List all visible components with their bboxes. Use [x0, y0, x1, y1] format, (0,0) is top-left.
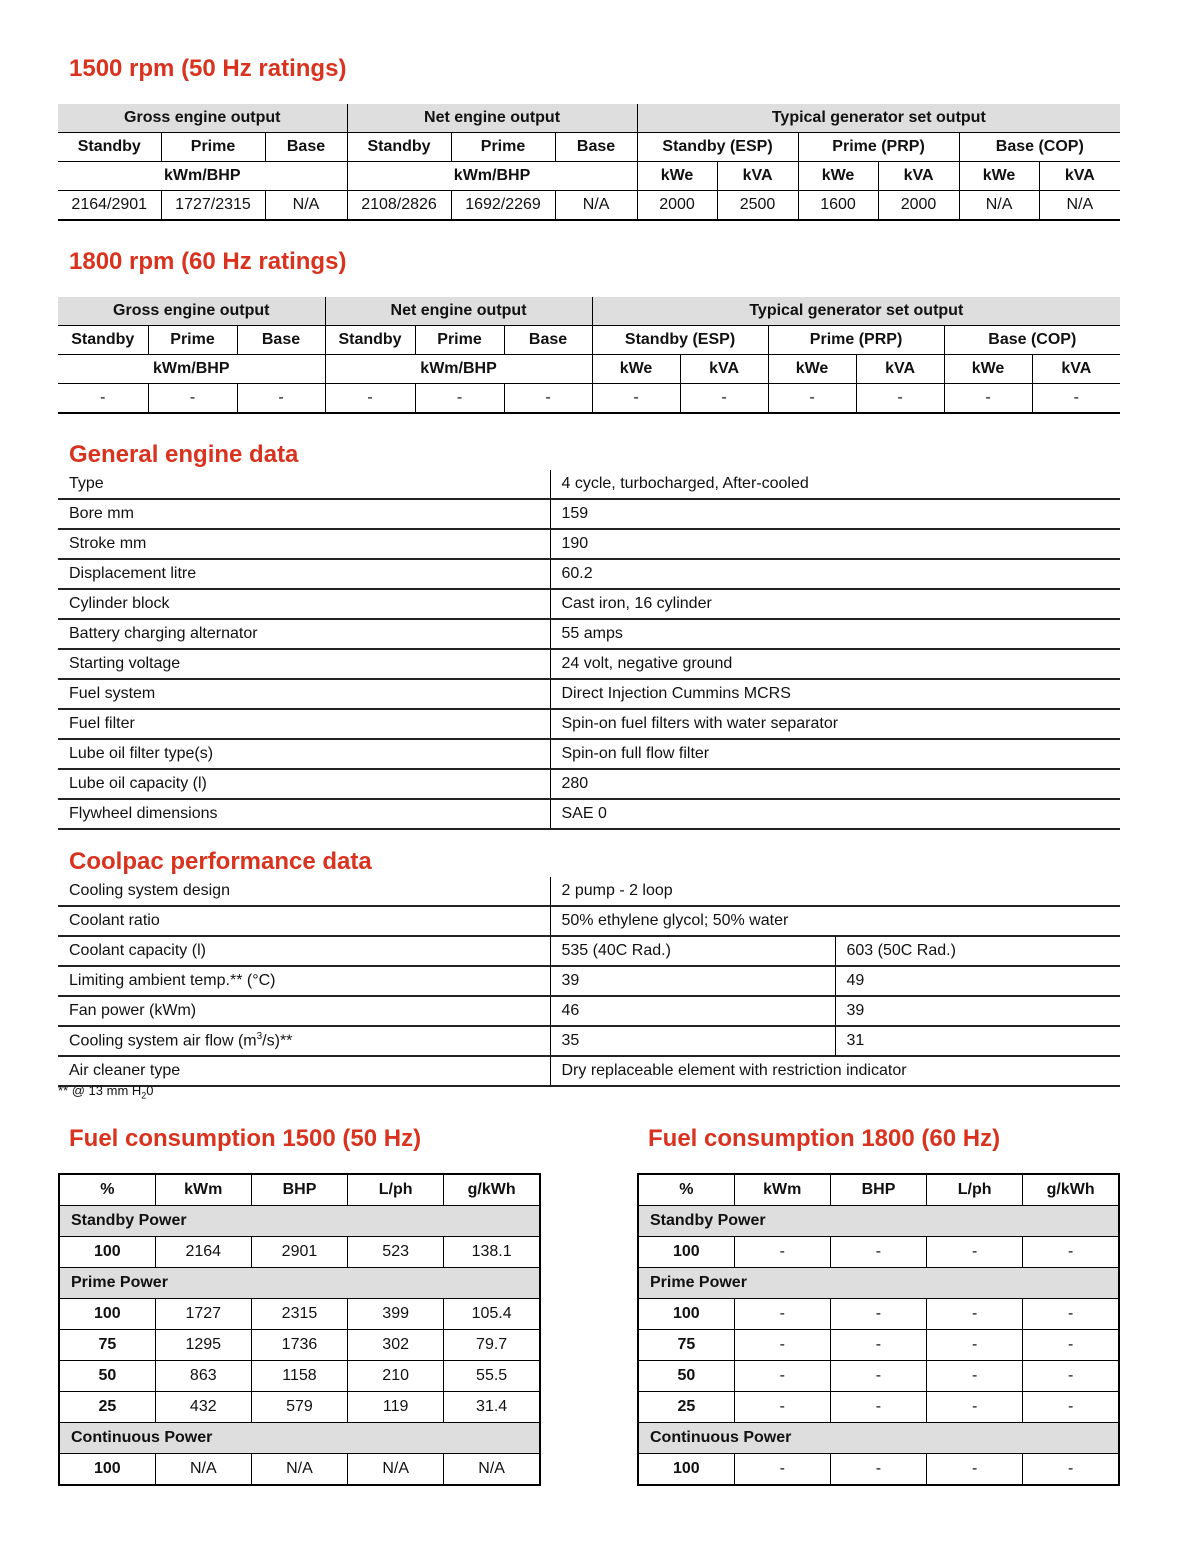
- row-label: Coolant ratio: [58, 906, 550, 936]
- table-row: [58, 470, 1120, 499]
- row-value-50c: 49: [835, 966, 1120, 996]
- row-value: 50% ethylene glycol; 50% water: [550, 906, 1120, 936]
- group-header: Net engine output: [347, 104, 637, 133]
- value-cell: -: [1023, 1361, 1119, 1392]
- value-cell: -: [148, 384, 237, 414]
- value-cell: 432: [155, 1392, 251, 1423]
- percent-cell: 100: [59, 1237, 155, 1268]
- percent-cell: 75: [59, 1330, 155, 1361]
- value-cell: -: [927, 1454, 1023, 1486]
- percent-cell: 100: [638, 1299, 734, 1330]
- row-label: Starting voltage: [58, 649, 550, 679]
- column-header: Base (COP): [959, 133, 1120, 162]
- table-row: [638, 1392, 1119, 1423]
- ratings-60hz-table: [58, 297, 1120, 414]
- value-cell: -: [325, 384, 415, 414]
- value-cell: 1727/2315: [161, 191, 265, 221]
- value-cell: 579: [251, 1392, 347, 1423]
- footnote-text: ** @ 13 mm H: [58, 1083, 142, 1098]
- fuel-60hz-title: Fuel consumption 1800 (60 Hz): [648, 1125, 1001, 1152]
- value-cell: -: [830, 1392, 926, 1423]
- table-row: [638, 1454, 1119, 1486]
- value-cell: 119: [348, 1392, 444, 1423]
- value-cell: 2315: [251, 1299, 347, 1330]
- value-cell: -: [734, 1454, 830, 1486]
- row-label: Flywheel dimensions: [58, 799, 550, 829]
- table-row: [59, 1454, 540, 1486]
- row-label: Lube oil capacity (l): [58, 769, 550, 799]
- row-value: 280: [550, 769, 1120, 799]
- table-row: [58, 906, 1120, 936]
- table-row: [58, 709, 1120, 739]
- table-row: [638, 1361, 1119, 1392]
- column-header: Base (COP): [944, 326, 1120, 355]
- unit-label: kWe: [637, 162, 717, 191]
- percent-cell: 100: [638, 1237, 734, 1268]
- coolpac-title: Coolpac performance data: [69, 848, 372, 875]
- value-cell: N/A: [959, 191, 1039, 221]
- row-label: Battery charging alternator: [58, 619, 550, 649]
- percent-cell: 50: [59, 1361, 155, 1392]
- percent-cell: 100: [59, 1299, 155, 1330]
- value-cell: -: [680, 384, 768, 414]
- table-row: [58, 589, 1120, 619]
- value-cell: -: [734, 1299, 830, 1330]
- value-cell: -: [415, 384, 504, 414]
- value-cell: -: [768, 384, 856, 414]
- row-value: 55 amps: [550, 619, 1120, 649]
- row-value-40c: 35: [550, 1026, 835, 1056]
- row-label: Type: [58, 470, 550, 499]
- row-value: 2 pump - 2 loop: [550, 877, 1120, 906]
- unit-label: kWe: [798, 162, 878, 191]
- group-header: Gross engine output: [58, 104, 347, 133]
- column-header: L/ph: [348, 1174, 444, 1206]
- row-label: Cylinder block: [58, 589, 550, 619]
- unit-label: kWe: [944, 355, 1032, 384]
- column-header: kWm: [155, 1174, 251, 1206]
- value-cell: 138.1: [444, 1237, 540, 1268]
- table-row: [58, 529, 1120, 559]
- table-row: [58, 739, 1120, 769]
- row-value: 4 cycle, turbocharged, After-cooled: [550, 470, 1120, 499]
- value-cell: -: [734, 1392, 830, 1423]
- value-cell: -: [592, 384, 680, 414]
- row-value: 159: [550, 499, 1120, 529]
- row-value-50c: 31: [835, 1026, 1120, 1056]
- row-value: Dry replaceable element with restriction indicator: [550, 1056, 1120, 1086]
- group-header: Typical generator set output: [637, 104, 1120, 133]
- value-cell: N/A: [555, 191, 637, 221]
- table-row: [58, 679, 1120, 709]
- value-cell: 31.4: [444, 1392, 540, 1423]
- column-header: %: [638, 1174, 734, 1206]
- unit-label: kVA: [680, 355, 768, 384]
- column-header: Prime (PRP): [798, 133, 959, 162]
- table-row: [59, 1392, 540, 1423]
- value-cell: 523: [348, 1237, 444, 1268]
- ratings-60hz-title: 1800 rpm (60 Hz ratings): [69, 248, 347, 275]
- value-cell: 2901: [251, 1237, 347, 1268]
- fuel-50hz-title: Fuel consumption 1500 (50 Hz): [69, 1125, 422, 1152]
- row-value: Spin-on full flow filter: [550, 739, 1120, 769]
- table-row: [58, 966, 1120, 996]
- column-header: Standby: [58, 133, 161, 162]
- fuel-60hz-table: [637, 1173, 1120, 1486]
- value-cell: 1295: [155, 1330, 251, 1361]
- value-cell: -: [856, 384, 944, 414]
- value-cell: N/A: [251, 1454, 347, 1486]
- value-cell: -: [927, 1392, 1023, 1423]
- percent-cell: 25: [638, 1392, 734, 1423]
- value-cell: -: [927, 1330, 1023, 1361]
- coolpac-table: [58, 877, 1120, 1087]
- row-label: Limiting ambient temp.** (°C): [58, 966, 550, 996]
- value-cell: N/A: [265, 191, 347, 221]
- column-header: Standby: [347, 133, 451, 162]
- column-header: Standby: [325, 326, 415, 355]
- row-value-50c: 39: [835, 996, 1120, 1026]
- row-label: Coolant capacity (l): [58, 936, 550, 966]
- row-label: Lube oil filter type(s): [58, 739, 550, 769]
- value-cell: 1692/2269: [451, 191, 555, 221]
- value-cell: 79.7: [444, 1330, 540, 1361]
- row-label: Fuel system: [58, 679, 550, 709]
- row-value: Spin-on fuel filters with water separator: [550, 709, 1120, 739]
- row-value: 190: [550, 529, 1120, 559]
- table-row: [58, 499, 1120, 529]
- value-cell: -: [734, 1237, 830, 1268]
- column-header: BHP: [251, 1174, 347, 1206]
- value-cell: 2500: [717, 191, 798, 221]
- value-cell: N/A: [444, 1454, 540, 1486]
- value-cell: 2164/2901: [58, 191, 161, 221]
- column-header: Standby (ESP): [637, 133, 798, 162]
- unit-label: kVA: [856, 355, 944, 384]
- table-row: [638, 1330, 1119, 1361]
- table-row: [58, 649, 1120, 679]
- superscript: 3: [256, 1031, 263, 1043]
- value-cell: -: [58, 384, 148, 414]
- value-cell: 105.4: [444, 1299, 540, 1330]
- percent-cell: 100: [638, 1454, 734, 1486]
- value-cell: -: [944, 384, 1032, 414]
- value-cell: 1727: [155, 1299, 251, 1330]
- engine-data-table: [58, 470, 1120, 830]
- table-row: [58, 769, 1120, 799]
- fuel-50hz-table: [58, 1173, 541, 1486]
- column-header: L/ph: [927, 1174, 1023, 1206]
- table-row: [58, 877, 1120, 906]
- value-cell: -: [927, 1237, 1023, 1268]
- value-cell: -: [1023, 1454, 1119, 1486]
- value-cell: -: [830, 1237, 926, 1268]
- table-row: [59, 1330, 540, 1361]
- value-cell: -: [1023, 1392, 1119, 1423]
- table-row: [58, 936, 1120, 966]
- value-cell: 863: [155, 1361, 251, 1392]
- ratings-50hz-table: [58, 104, 1120, 221]
- column-header: Base: [555, 133, 637, 162]
- footnote: [58, 1083, 154, 1101]
- value-cell: 302: [348, 1330, 444, 1361]
- value-cell: 210: [348, 1361, 444, 1392]
- value-cell: -: [1023, 1299, 1119, 1330]
- column-header: Base: [504, 326, 592, 355]
- percent-cell: 50: [638, 1361, 734, 1392]
- table-row: [58, 1026, 1120, 1056]
- unit-label: kWe: [592, 355, 680, 384]
- row-value-40c: 535 (40C Rad.): [550, 936, 835, 966]
- value-cell: -: [830, 1299, 926, 1330]
- table-row: [58, 559, 1120, 589]
- value-cell: 2108/2826: [347, 191, 451, 221]
- table-row: [58, 799, 1120, 829]
- unit-label: kWm/BHP: [58, 355, 325, 384]
- group-label: Standby Power: [59, 1206, 540, 1237]
- value-cell: -: [504, 384, 592, 414]
- group-header: Net engine output: [325, 297, 592, 326]
- column-header: g/kWh: [1023, 1174, 1119, 1206]
- label-text: Cooling system air flow (m: [69, 1032, 257, 1050]
- row-value: 60.2: [550, 559, 1120, 589]
- value-cell: -: [237, 384, 325, 414]
- value-cell: -: [1023, 1330, 1119, 1361]
- group-header: Gross engine output: [58, 297, 325, 326]
- table-row: [59, 1361, 540, 1392]
- column-header: BHP: [830, 1174, 926, 1206]
- value-cell: -: [927, 1299, 1023, 1330]
- value-cell: 2164: [155, 1237, 251, 1268]
- column-header: Prime (PRP): [768, 326, 944, 355]
- column-header: Base: [265, 133, 347, 162]
- unit-label: kVA: [1039, 162, 1120, 191]
- value-cell: N/A: [348, 1454, 444, 1486]
- column-header: Prime: [451, 133, 555, 162]
- label-text: /s)**: [262, 1032, 293, 1050]
- unit-label: kWm/BHP: [347, 162, 637, 191]
- group-label: Continuous Power: [638, 1423, 1119, 1454]
- value-cell: -: [830, 1361, 926, 1392]
- row-label: Displacement litre: [58, 559, 550, 589]
- table-row: [59, 1237, 540, 1268]
- table-row: [58, 996, 1120, 1026]
- group-label: Prime Power: [638, 1268, 1119, 1299]
- value-cell: 2000: [878, 191, 959, 221]
- percent-cell: 100: [59, 1454, 155, 1486]
- group-label: Prime Power: [59, 1268, 540, 1299]
- unit-label: kWe: [768, 355, 856, 384]
- value-cell: -: [830, 1330, 926, 1361]
- table-row: [638, 1237, 1119, 1268]
- value-cell: -: [734, 1361, 830, 1392]
- unit-label: kWm/BHP: [58, 162, 347, 191]
- value-cell: 55.5: [444, 1361, 540, 1392]
- footnote-text: 0: [146, 1083, 154, 1098]
- value-cell: 1600: [798, 191, 878, 221]
- row-label: [58, 1026, 550, 1056]
- group-header: Typical generator set output: [592, 297, 1120, 326]
- value-cell: 1158: [251, 1361, 347, 1392]
- value-cell: 2000: [637, 191, 717, 221]
- value-cell: -: [1032, 384, 1120, 414]
- column-header: Standby: [58, 326, 148, 355]
- group-label: Continuous Power: [59, 1423, 540, 1454]
- value-cell: -: [734, 1330, 830, 1361]
- unit-label: kWe: [959, 162, 1039, 191]
- column-header: %: [59, 1174, 155, 1206]
- row-value: SAE 0: [550, 799, 1120, 829]
- unit-label: kVA: [878, 162, 959, 191]
- subscript: 2: [141, 1090, 147, 1101]
- unit-label: kVA: [1032, 355, 1120, 384]
- percent-cell: 75: [638, 1330, 734, 1361]
- column-header: kWm: [734, 1174, 830, 1206]
- ratings-50hz-title: 1500 rpm (50 Hz ratings): [69, 55, 347, 82]
- row-label: Fuel filter: [58, 709, 550, 739]
- value-cell: N/A: [1039, 191, 1120, 221]
- engine-data-title: General engine data: [69, 441, 299, 468]
- value-cell: 1736: [251, 1330, 347, 1361]
- row-label: Air cleaner type: [58, 1056, 550, 1086]
- table-row: [638, 1299, 1119, 1330]
- row-value-40c: 39: [550, 966, 835, 996]
- column-header: Prime: [148, 326, 237, 355]
- row-value: 24 volt, negative ground: [550, 649, 1120, 679]
- row-label: Cooling system design: [58, 877, 550, 906]
- value-cell: -: [830, 1454, 926, 1486]
- row-label: Fan power (kWm): [58, 996, 550, 1026]
- value-cell: -: [1023, 1237, 1119, 1268]
- row-value-50c: 603 (50C Rad.): [835, 936, 1120, 966]
- group-label: Standby Power: [638, 1206, 1119, 1237]
- table-row: [58, 619, 1120, 649]
- row-value-40c: 46: [550, 996, 835, 1026]
- column-header: g/kWh: [444, 1174, 540, 1206]
- table-row: [59, 1299, 540, 1330]
- value-cell: N/A: [155, 1454, 251, 1486]
- unit-label: kVA: [717, 162, 798, 191]
- row-value: Cast iron, 16 cylinder: [550, 589, 1120, 619]
- unit-label: kWm/BHP: [325, 355, 592, 384]
- value-cell: -: [927, 1361, 1023, 1392]
- row-value: Direct Injection Cummins MCRS: [550, 679, 1120, 709]
- column-header: Prime: [415, 326, 504, 355]
- table-row: [58, 1056, 1120, 1086]
- column-header: Standby (ESP): [592, 326, 768, 355]
- percent-cell: 25: [59, 1392, 155, 1423]
- row-label: Bore mm: [58, 499, 550, 529]
- column-header: Base: [237, 326, 325, 355]
- column-header: Prime: [161, 133, 265, 162]
- row-label: Stroke mm: [58, 529, 550, 559]
- value-cell: 399: [348, 1299, 444, 1330]
